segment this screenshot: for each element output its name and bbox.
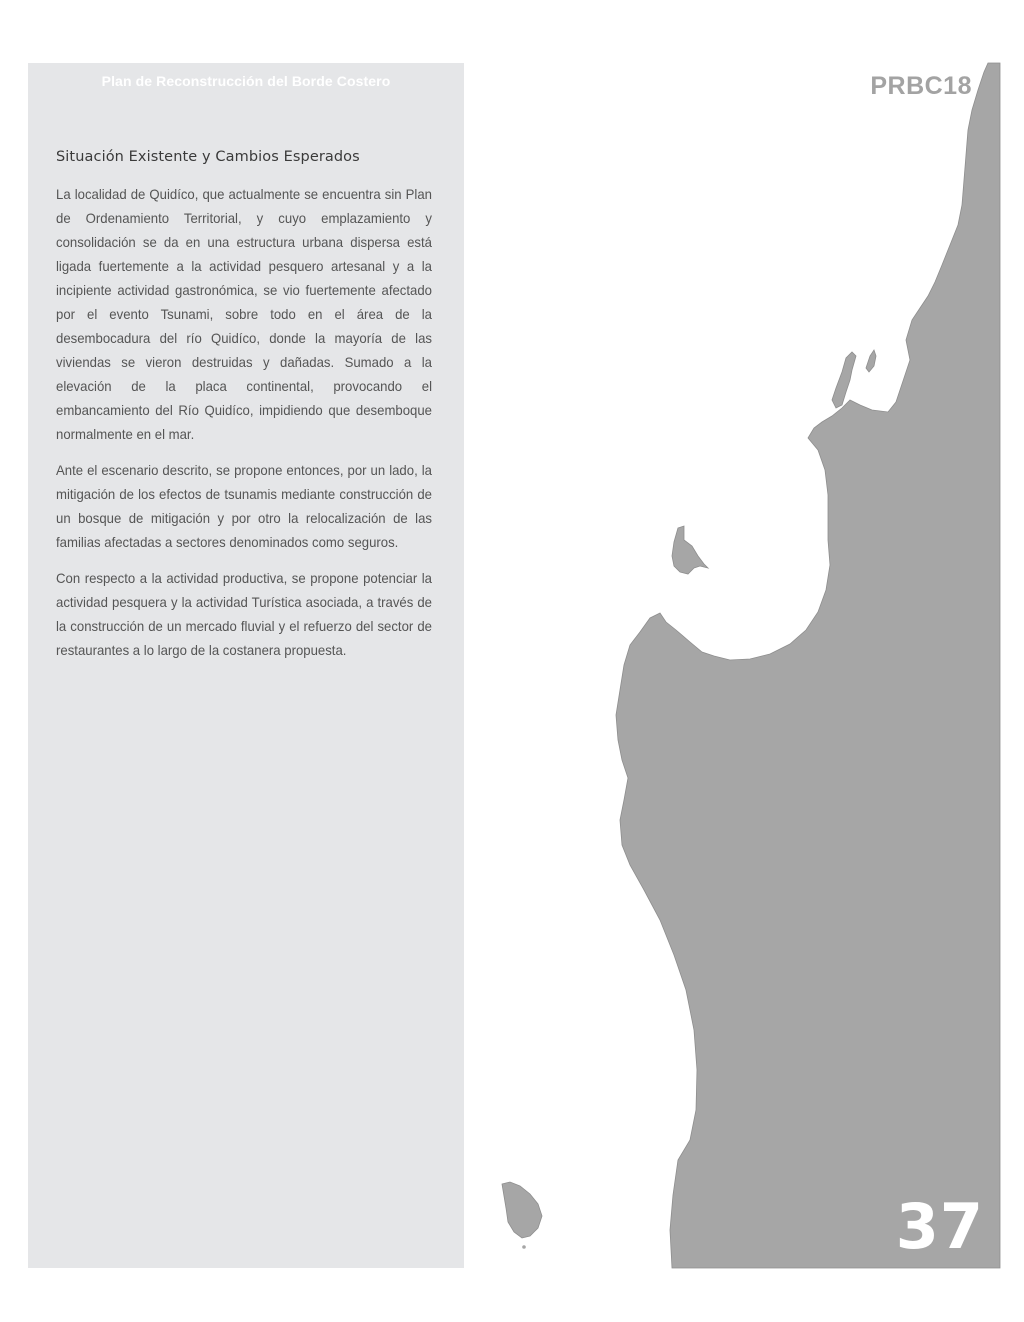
text-panel [28,63,464,1268]
peninsula-shape [832,352,856,408]
section-heading: Situación Existente y Cambios Esperados [56,149,360,165]
paragraph-1: La localidad de Quidíco, que actualmente se encuentra sin Plan de Ordenamiento Territorial, y cuyo emplazamiento y consolidación se da en una estructura urbana dispersa está ligada fuertemente a la actividad pesquero artesanal y a la incipiente actividad gastronómica, se vio fuertemente afectado por el evento Tsunami, sobre todo en el área de la desembocadura del río Quidíco, donde la mayoría de las viviendas se vieron destruidas y dañadas. Sumado a la elevación de la placa continental, provocando el embancamiento del Río Quidíco, impidiendo que desemboque normalmente en el mar. [56,186,432,442]
document-code: PRBC18 [870,72,972,100]
island-shape [672,526,708,574]
south-island-shape [502,1182,542,1238]
body-text [56,182,432,674]
islet-shape [866,350,876,372]
page-number: 37 [895,1190,984,1263]
paragraph-2: Ante el escenario descrito, se propone entonces, por un lado, la mitigación de los efectos de tsunamis mediante construcción de un bosque de mitigación y por otro la relocalización de las familias afectadas a sectores denominados como seguros. [56,462,432,550]
mainland-shape [616,63,1000,1268]
plan-title: Plan de Reconstrucción del Borde Costero [101,73,391,89]
tiny-islet-shape [522,1245,526,1249]
paragraph-3: Con respecto a la actividad productiva, se propone potenciar la actividad pesquera y la actividad Turística asociada, a través de la construcción de un mercado fluvial y el refuerzo del sector de restaurantes a lo largo de la costanera propuesta. [56,570,432,658]
